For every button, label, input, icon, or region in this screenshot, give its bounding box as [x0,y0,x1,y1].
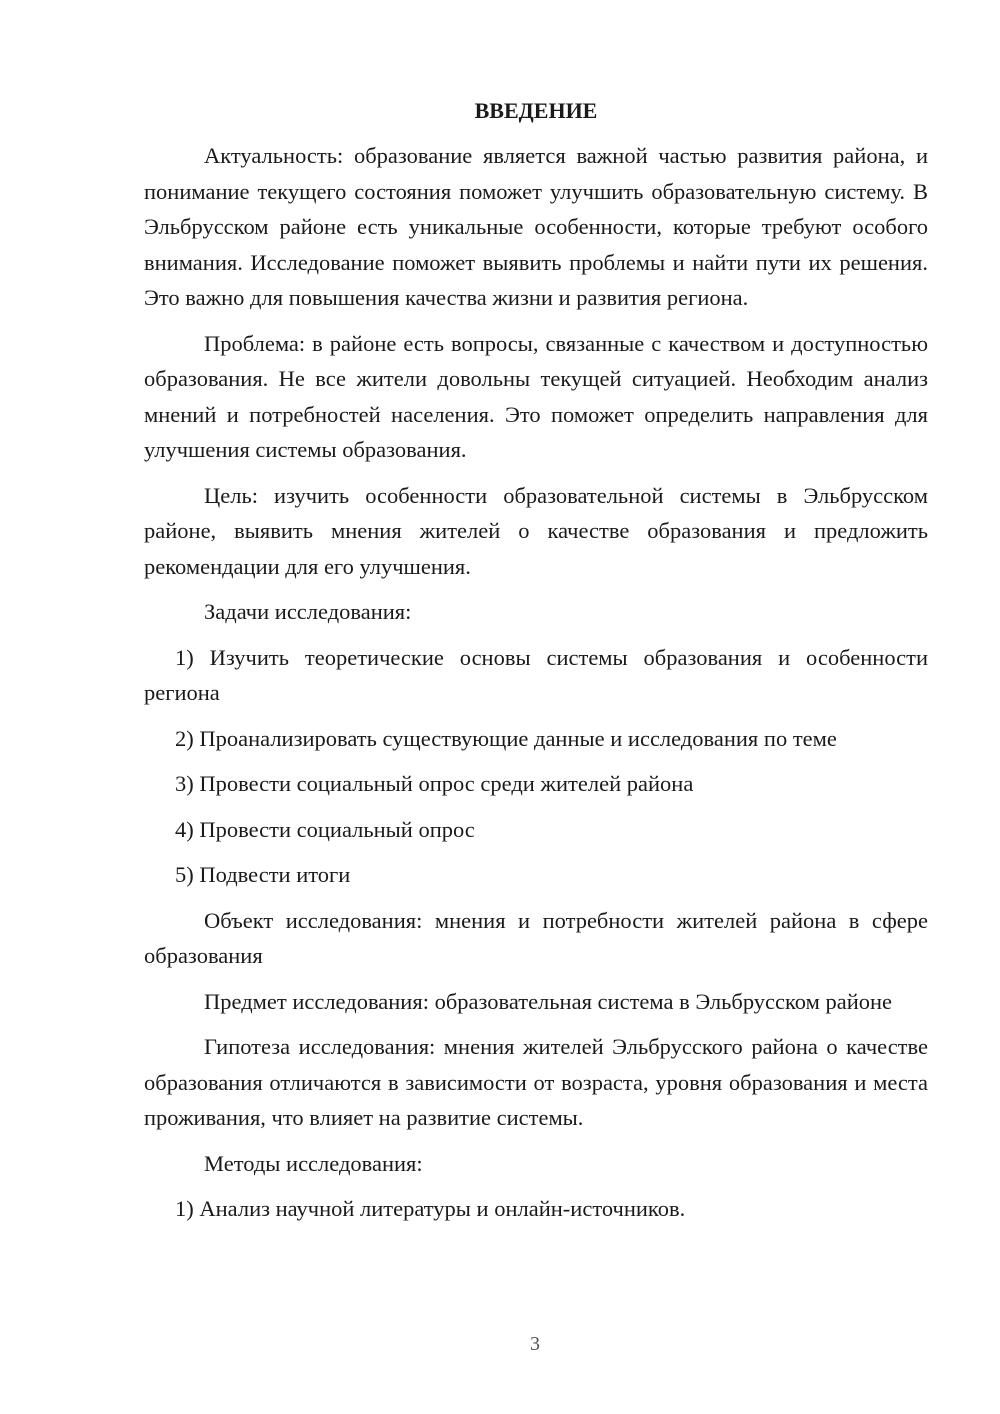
paragraph-goal: Цель: изучить особенности образовательной системы в Эльбрусском районе, выявить мнения жителей о качестве образования и предложить рекомендации для его улучшения. [144,482,928,579]
page-number: 3 [530,1333,540,1355]
page-content [144,96,928,1237]
paragraph-hypothesis: Гипотеза исследования: мнения жителей Эльбрусского района о качестве образования отличаются в зависимости от возраста, уровня образования и места проживания, что влияет на развитие системы. [144,1034,928,1130]
paragraph-subject: Предмет исследования: образовательная система в Эльбрусском районе [204,988,893,1014]
task-item-3: 3) Провести социальный опрос среди жителей района [175,771,694,796]
paragraph-object: Объект исследования: мнения и потребности жителей района в сфере образования [144,907,928,968]
task-item-4: 4) Провести социальный опрос [175,816,475,842]
method-item-1: 1) Анализ научной литературы и онлайн-источников. [175,1196,686,1221]
methods-heading: Методы исследования: [204,1150,423,1176]
tasks-heading: Задачи исследования: [204,599,412,624]
paragraph-problem: Проблема: в районе есть вопросы, связанные с качеством и доступностью образования. Не все жители довольны текущей ситуацией. Необходим анализ мнений и потребностей населения. Это поможет определить направления для улучшения системы образования. [144,330,928,462]
task-item-5: 5) Подвести итоги [175,862,351,887]
page-title: ВВЕДЕНИЕ [474,98,598,123]
task-item-2: 2) Проанализировать существующие данные и исследования по теме [175,725,837,751]
paragraph-relevance: Актуальность: образование является важной частью развития района, и понимание текущего состояния поможет улучшить образовательную систему. В Эльбрусском районе есть уникальные особенности, которые требуют особого внимания. Исследование поможет выявить проблемы и найти пути их решения. Это важно для повышения качества жизни и развития региона. [144,143,928,310]
task-item-1: 1) Изучить теоретические основы системы образования и особенности региона [144,644,928,705]
